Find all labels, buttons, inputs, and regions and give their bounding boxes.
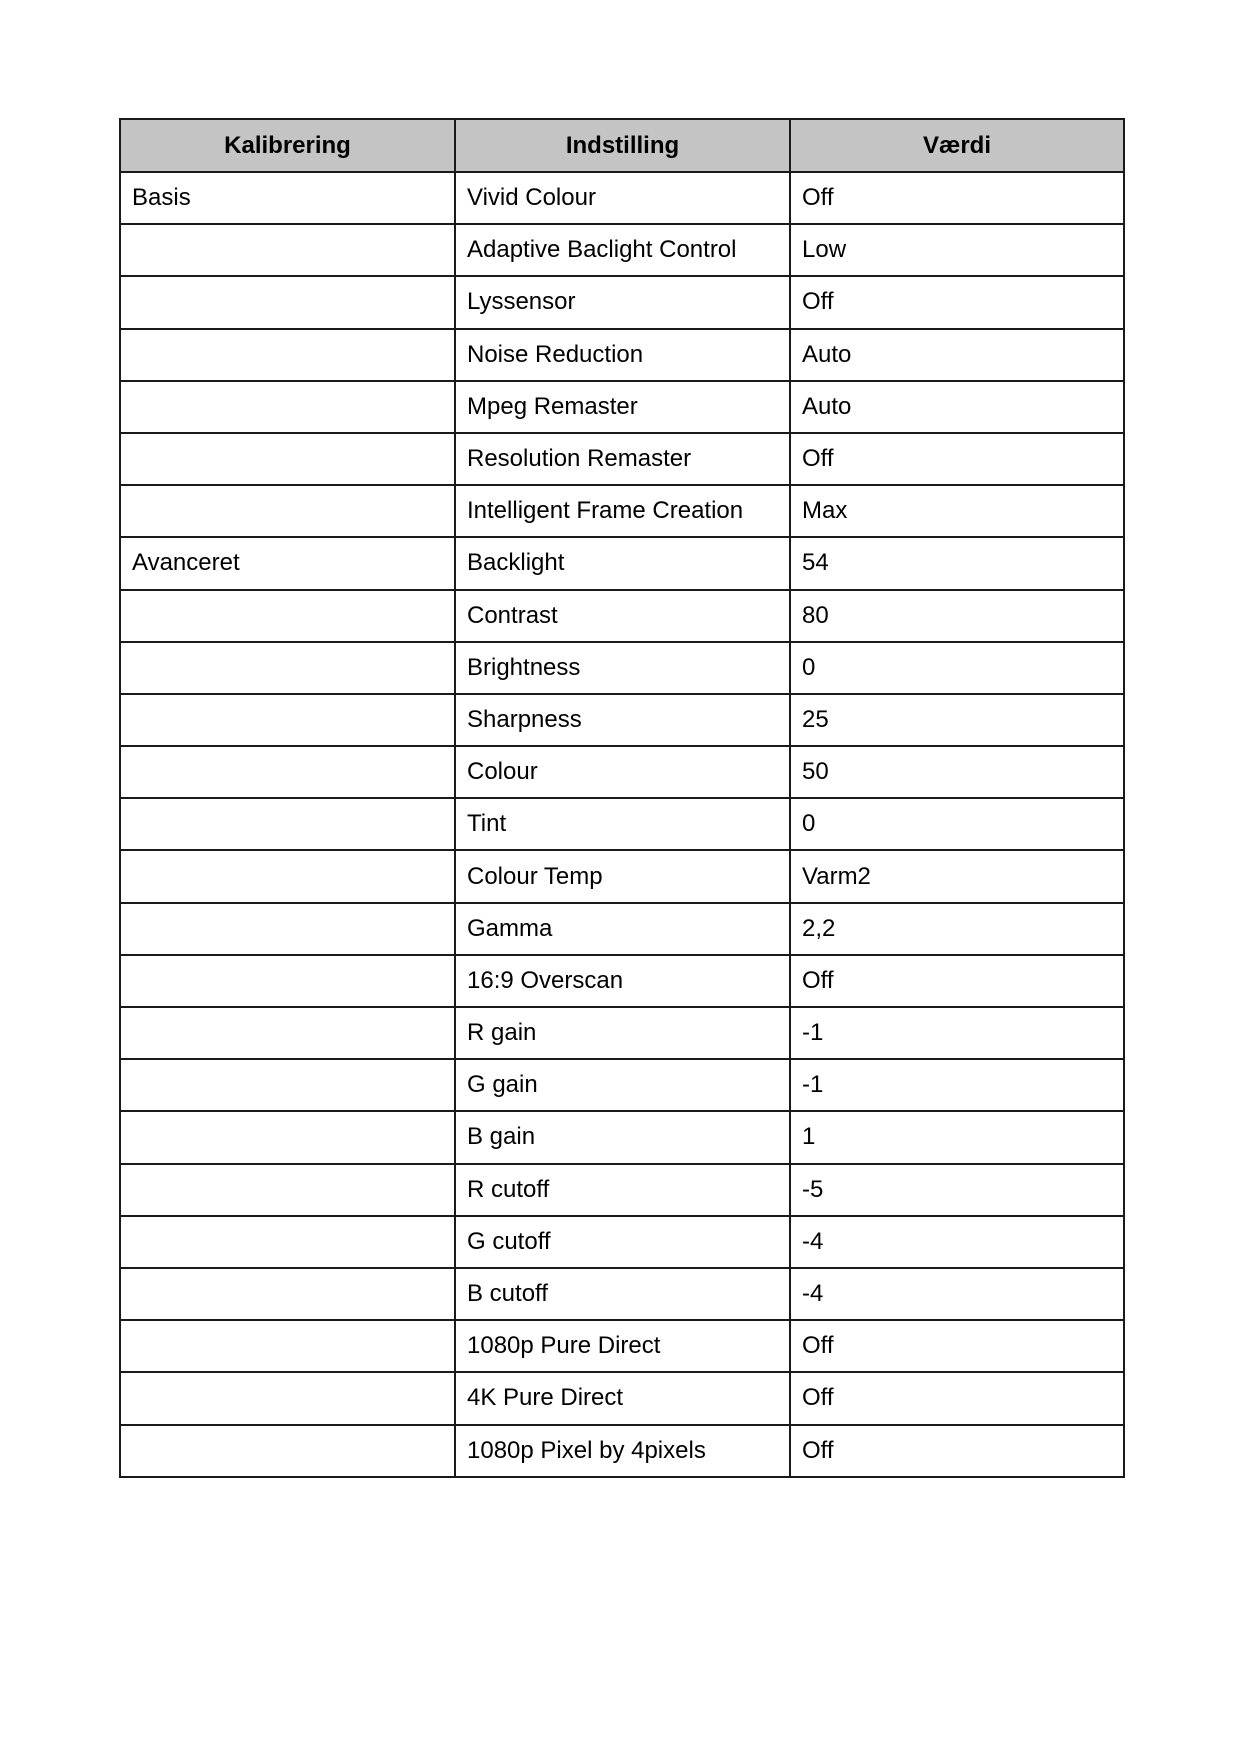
table-row — [120, 485, 1124, 537]
table-row — [120, 433, 1124, 485]
table-cell-kalibrering — [120, 1164, 455, 1216]
table-cell-indstilling: Resolution Remaster — [455, 433, 790, 485]
table-row — [120, 276, 1124, 328]
table-cell-indstilling: 1080p Pixel by 4pixels — [455, 1425, 790, 1477]
table-cell-indstilling: Adaptive Baclight Control — [455, 224, 790, 276]
table-cell-vaerdi: 80 — [790, 590, 1124, 642]
table-row — [120, 642, 1124, 694]
table-row — [120, 537, 1124, 589]
table-cell-kalibrering — [120, 642, 455, 694]
table-row — [120, 224, 1124, 276]
table-cell-vaerdi: Auto — [790, 329, 1124, 381]
table-cell-indstilling: R cutoff — [455, 1164, 790, 1216]
table-cell-indstilling: Brightness — [455, 642, 790, 694]
table-cell-vaerdi: 25 — [790, 694, 1124, 746]
table-cell-vaerdi: 0 — [790, 642, 1124, 694]
table-row — [120, 1111, 1124, 1163]
table-body — [120, 172, 1124, 1477]
table-cell-vaerdi: 2,2 — [790, 903, 1124, 955]
table-cell-indstilling: B gain — [455, 1111, 790, 1163]
table-cell-kalibrering — [120, 1425, 455, 1477]
table-row — [120, 798, 1124, 850]
table-cell-indstilling: Backlight — [455, 537, 790, 589]
table-cell-kalibrering — [120, 1216, 455, 1268]
table-cell-vaerdi: 0 — [790, 798, 1124, 850]
table-cell-kalibrering — [120, 1372, 455, 1424]
table-cell-kalibrering — [120, 694, 455, 746]
table-cell-kalibrering: Avanceret — [120, 537, 455, 589]
table-cell-kalibrering — [120, 1059, 455, 1111]
table-cell-indstilling: 16:9 Overscan — [455, 955, 790, 1007]
table-cell-vaerdi: Off — [790, 172, 1124, 224]
table-cell-kalibrering — [120, 433, 455, 485]
table-cell-indstilling: Colour Temp — [455, 850, 790, 902]
column-header-indstilling: Indstilling — [455, 119, 790, 172]
table-cell-vaerdi: Off — [790, 276, 1124, 328]
table-row — [120, 903, 1124, 955]
table-cell-kalibrering — [120, 746, 455, 798]
table-cell-kalibrering: Basis — [120, 172, 455, 224]
table-cell-vaerdi: -4 — [790, 1268, 1124, 1320]
table-row — [120, 329, 1124, 381]
table-cell-kalibrering — [120, 1111, 455, 1163]
table-row — [120, 1059, 1124, 1111]
table-cell-kalibrering — [120, 329, 455, 381]
table-cell-vaerdi: 1 — [790, 1111, 1124, 1163]
table-cell-vaerdi: Max — [790, 485, 1124, 537]
table-cell-indstilling: Vivid Colour — [455, 172, 790, 224]
table-cell-vaerdi: -4 — [790, 1216, 1124, 1268]
table-cell-indstilling: Contrast — [455, 590, 790, 642]
table-cell-vaerdi: -5 — [790, 1164, 1124, 1216]
table-row — [120, 1268, 1124, 1320]
table-cell-indstilling: 4K Pure Direct — [455, 1372, 790, 1424]
table-cell-kalibrering — [120, 381, 455, 433]
table-cell-indstilling: Mpeg Remaster — [455, 381, 790, 433]
table-cell-indstilling: R gain — [455, 1007, 790, 1059]
table-row — [120, 955, 1124, 1007]
table-cell-kalibrering — [120, 224, 455, 276]
table-cell-indstilling: Tint — [455, 798, 790, 850]
table-row — [120, 172, 1124, 224]
table-header — [120, 119, 1124, 172]
table-cell-indstilling: Gamma — [455, 903, 790, 955]
table-row — [120, 1425, 1124, 1477]
header-row — [120, 119, 1124, 172]
table-row — [120, 694, 1124, 746]
table-cell-kalibrering — [120, 850, 455, 902]
table-cell-vaerdi: 54 — [790, 537, 1124, 589]
calibration-table — [119, 118, 1125, 1478]
column-header-vaerdi: Værdi — [790, 119, 1124, 172]
table-row — [120, 1007, 1124, 1059]
table-cell-vaerdi: -1 — [790, 1007, 1124, 1059]
column-header-kalibrering: Kalibrering — [120, 119, 455, 172]
table-row — [120, 1164, 1124, 1216]
table-row — [120, 1216, 1124, 1268]
table-cell-vaerdi: 50 — [790, 746, 1124, 798]
table-row — [120, 1372, 1124, 1424]
table-cell-vaerdi: Off — [790, 1372, 1124, 1424]
table-row — [120, 381, 1124, 433]
table-cell-kalibrering — [120, 1268, 455, 1320]
table-cell-kalibrering — [120, 276, 455, 328]
table-cell-kalibrering — [120, 903, 455, 955]
table-cell-kalibrering — [120, 485, 455, 537]
table-cell-kalibrering — [120, 955, 455, 1007]
table-cell-vaerdi: Off — [790, 1320, 1124, 1372]
table-cell-indstilling: G cutoff — [455, 1216, 790, 1268]
table-cell-indstilling: Sharpness — [455, 694, 790, 746]
table-cell-vaerdi: -1 — [790, 1059, 1124, 1111]
table-cell-indstilling: G gain — [455, 1059, 790, 1111]
table-cell-vaerdi: Auto — [790, 381, 1124, 433]
table-cell-vaerdi: Off — [790, 955, 1124, 1007]
table-row — [120, 850, 1124, 902]
table-cell-indstilling: Noise Reduction — [455, 329, 790, 381]
table-row — [120, 746, 1124, 798]
table-row — [120, 590, 1124, 642]
table-cell-indstilling: Intelligent Frame Creation — [455, 485, 790, 537]
table-row — [120, 1320, 1124, 1372]
table-cell-indstilling: Colour — [455, 746, 790, 798]
table-cell-kalibrering — [120, 590, 455, 642]
table-cell-kalibrering — [120, 1007, 455, 1059]
table-cell-indstilling: 1080p Pure Direct — [455, 1320, 790, 1372]
table-cell-indstilling: Lyssensor — [455, 276, 790, 328]
table-cell-vaerdi: Off — [790, 433, 1124, 485]
table-cell-vaerdi: Varm2 — [790, 850, 1124, 902]
table-cell-vaerdi: Low — [790, 224, 1124, 276]
table-cell-kalibrering — [120, 1320, 455, 1372]
table-cell-vaerdi: Off — [790, 1425, 1124, 1477]
table-cell-kalibrering — [120, 798, 455, 850]
table-cell-indstilling: B cutoff — [455, 1268, 790, 1320]
